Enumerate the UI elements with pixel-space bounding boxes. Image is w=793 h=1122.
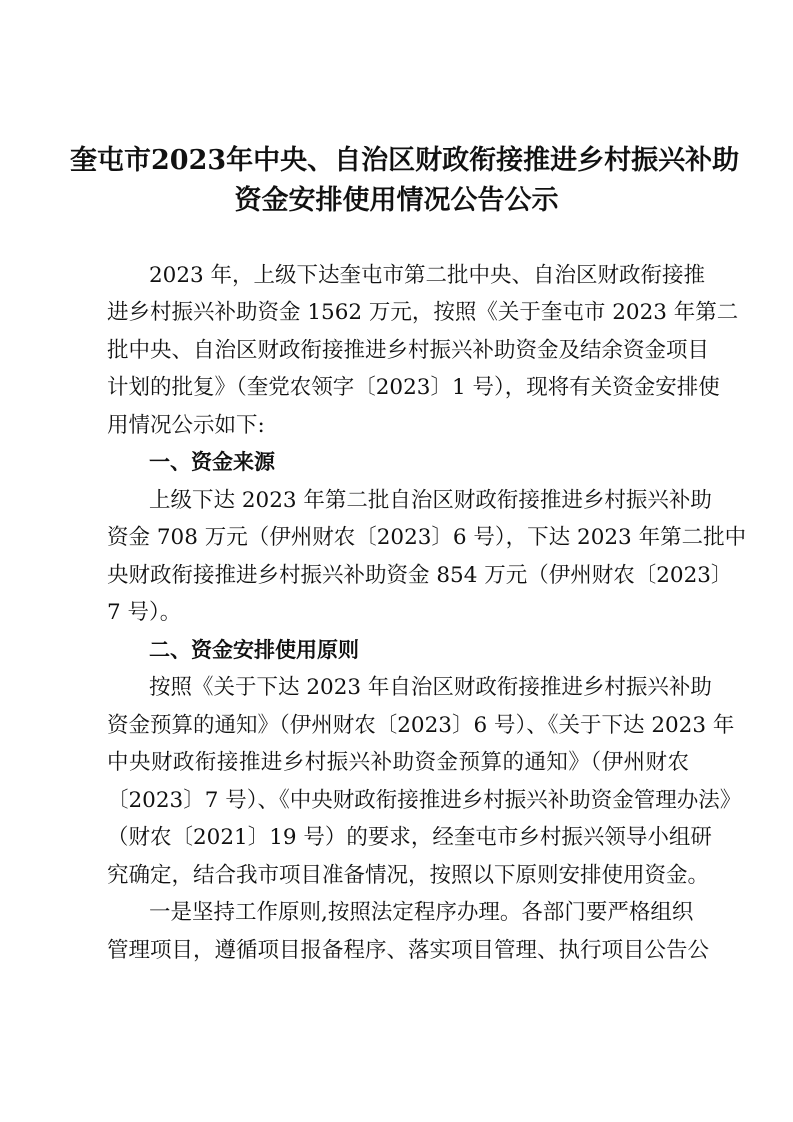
- section2-line: 中央财政衔接推进乡村振兴补助资金预算的通知》（伊州财农: [107, 750, 689, 775]
- section1-line: 7 号）。: [107, 600, 182, 625]
- section2-line: （财农〔2021〕19 号）的要求，经奎屯市乡村振兴领导小组研: [107, 825, 712, 850]
- principle1-line: 一是坚持工作原则,按照法定程序办理。各部门要严格组织: [149, 900, 694, 925]
- intro-line: 进乡村振兴补助资金 1562 万元，按照《关于奎屯市 2023 年第二: [107, 300, 739, 325]
- section2-line: 究确定，结合我市项目准备情况，按照以下原则安排使用资金。: [107, 863, 710, 888]
- document-title-line1: 奎屯市2023年中央、自治区财政衔接推进乡村振兴补助: [70, 145, 740, 176]
- section1-line: 资金 708 万元（伊州财农〔2023〕6 号），下达 2023 年第二批中: [107, 525, 747, 550]
- section1-heading: 一、资金来源: [149, 450, 275, 474]
- document-title-line2: 资金安排使用情况公告公示: [234, 185, 559, 216]
- section2-line: 按照《关于下达 2023 年自治区财政衔接推进乡村振兴补助: [149, 675, 712, 700]
- section1-line: 上级下达 2023 年第二批自治区财政衔接推进乡村振兴补助: [149, 488, 712, 513]
- intro-line: 批中央、自治区财政衔接推进乡村振兴补助资金及结余资金项目: [107, 338, 710, 363]
- section2-heading: 二、资金安排使用原则: [149, 638, 359, 662]
- intro-line: 2023 年，上级下达奎屯市第二批中央、自治区财政衔接推: [149, 263, 706, 288]
- section2-line: 资金预算的通知》（伊州财农〔2023〕6 号）、《关于下达 2023 年: [107, 713, 735, 738]
- intro-line: 用情况公示如下:: [107, 413, 265, 438]
- intro-line: 计划的批复》（奎党农领字〔2023〕1 号），现将有关资金安排使: [107, 375, 720, 400]
- section1-line: 央财政衔接推进乡村振兴补助资金 854 万元（伊州财农〔2023〕: [107, 563, 733, 588]
- principle1-line: 管理项目，遵循项目报备程序、落实项目管理、执行项目公告公: [107, 938, 710, 963]
- section2-line: 〔2023〕7 号）、《中央财政衔接推进乡村振兴补助资金管理办法》: [107, 788, 742, 813]
